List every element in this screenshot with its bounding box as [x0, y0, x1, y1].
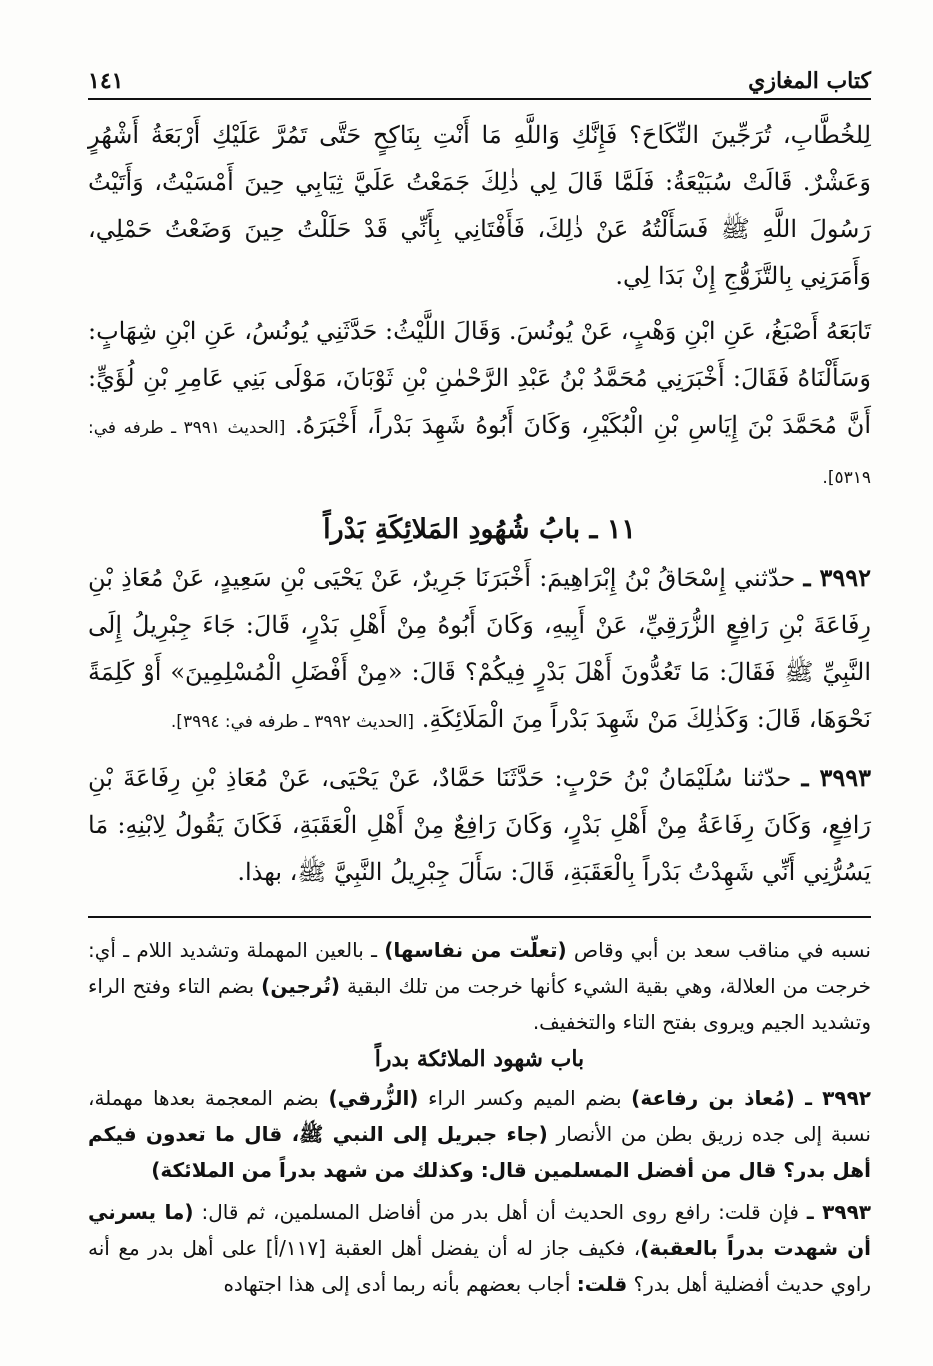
cross-reference: [الحديث ٣٩٩١ ـ طرفه في: ٥٣١٩].	[88, 418, 871, 488]
commentary-number: ٣٩٩٢ ـ	[805, 1086, 871, 1110]
hadith-3993	[88, 754, 871, 896]
hadith-number: ٣٩٩٣ ـ	[801, 763, 871, 792]
book-title: كتاب المغازي	[748, 68, 871, 94]
commentary-quote: (تعلّت من نفاسها)	[384, 938, 567, 962]
commentary-text: بضم المعجمة بعدها مهملة، نسبة إلى جده زريق بطن من الأنصار	[88, 1086, 872, 1146]
cross-reference: [الحديث ٣٩٩٢ ـ طرفه في: ٣٩٩٤].	[170, 712, 415, 732]
commentary-number: ٣٩٩٣ ـ	[806, 1200, 871, 1224]
commentary	[88, 932, 871, 1302]
commentary-heading: باب شهود الملائكة بدراً	[374, 1046, 585, 1072]
commentary-quote: قلت:	[576, 1272, 628, 1296]
page-number: ١٤١	[88, 68, 124, 94]
hadith-text: حدّثنا سُلَيْمَانُ بْنُ حَرْبٍ: حَدَّثَنَا حَمَّادٌ، عَنْ يَحْيَى، عَنْ مُعَاذِ بْنِ رِفَاعَةَ بْنِ رَافِعٍ، وَكَانَ رِفَاعَةُ مِنْ أَهْلِ بَدْرٍ، وَكَانَ رَافِعٌ مِنْ أَهْلِ الْعَقَبَةِ، فَكَانَ يَقُولُ لِابْنِهِ: مَا يَسُرُّنِي أَنِّي شَهِدْتُ بَدْراً بِالْعَقَبَةِ، قَالَ: سَأَلَ جِبْرِيلُ النَّبِيَّ ﷺ، بهذا.	[88, 764, 871, 886]
hadith-number: ٣٩٩٢ ـ	[803, 563, 872, 592]
commentary-paragraph	[88, 932, 871, 1040]
chapter-heading: ١١ ـ بابُ شُهُودِ المَلائِكَةِ بَدْراً	[323, 514, 636, 545]
commentary-quote: (ما يسرني أن شهدت بدراً بالعقبة)	[88, 1200, 871, 1260]
commentary-text: ـ بالعين المهملة وتشديد اللام ـ أي: خرجت من العلالة، وهي بقية الشيء كأنها خرجت من تلك البقية	[88, 938, 871, 998]
paragraph: لِلخُطَّابِ، تُرَجِّينَ النِّكَاحَ؟ فَإِنَّكِ وَاللَّهِ مَا أَنْتِ بِنَاكِحٍ حَتَّى تَمُرَّ عَلَيْكِ أَرْبَعَةُ أَشْهُرٍ وَعَشْرٌ. قَالَتْ سُبَيْعَةُ: فَلَمَّا قَالَ لِي ذٰلِكَ جَمَعْتُ عَلَيَّ ثِيَابِي حِينَ أَمْسَيْتُ، وَأَتَيْتُ رَسُولَ اللَّهِ ﷺ فَسَأَلْتُهُ عَنْ ذٰلِكَ، فَأَفْتَانِي بِأَنِّي قَدْ حَلَلْتُ حِينَ وَضَعْتُ حَمْلِي، وَأَمَرَنِي بِالتَّزَوُّجِ إِنْ بَدَا لِي.	[88, 121, 871, 290]
commentary-text: بضم الميم وكسر الراء	[418, 1086, 632, 1110]
commentary-text: فإن قلت: رافع روى الحديث أن أهل بدر من أفاضل المسلمين، ثم قال:	[193, 1200, 807, 1224]
commentary-text: أجاب بعضهم بأنه ربما أدى إلى هذا اجتهاده	[223, 1272, 577, 1296]
paragraph	[88, 308, 871, 502]
commentary-quote: (مُعاذ بن رفاعة)	[631, 1086, 806, 1110]
commentary-quote: (الزُّرقي)	[328, 1086, 419, 1110]
commentary-text: ، فكيف جاز له أن يفضل أهل العقبة [١١٧/أ] على أهل بدر مع أنه راوي حديث أفضلية أهل بدر؟	[88, 1236, 871, 1296]
commentary-quote: (جاء جبريل إلى النبي ﷺ، قال ما تعدون فيكم أهل بدر؟ قال من أفضل المسلمين قال: وكذلك من شهد بدراً من الملائكة)	[88, 1122, 871, 1182]
page-content	[88, 112, 871, 1308]
commentary-text: بضم التاء وفتح الراء وتشديد الجيم ويروى بفتح التاء والتخفيف.	[88, 974, 871, 1034]
hadith-3992	[88, 554, 871, 746]
commentary-quote: (تُرجين)	[261, 974, 340, 998]
hadith-text: حدّثني إِسْحَاقُ بْنُ إِبْرَاهِيمَ: أَخْبَرَنَا جَرِيرٌ، عَنْ يَحْيَى بْنِ سَعِيدٍ، عَنْ مُعَاذِ بْنِ رِفَاعَةَ بْنِ رَافِعٍ الزُّرَقِيِّ، عَنْ أَبِيهِ، وَكَانَ أَبُوهُ مِنْ أَهْلِ بَدْرٍ، قَالَ: جَاءَ جِبْرِيلُ إِلَى النَّبِيِّ ﷺ فَقَالَ: مَا تَعُدُّونَ أَهْلَ بَدْرٍ فِيكُمْ؟ قَالَ: «مِنْ أَفْضَلِ الْمُسْلِمِينَ» أَوْ كَلِمَةً نَحْوَهَا، قَالَ: وَكَذٰلِكَ مَنْ شَهِدَ بَدْراً مِنَ الْمَلَائِكَةِ.	[88, 564, 871, 733]
main-text	[88, 112, 871, 896]
commentary-paragraph	[88, 1194, 871, 1302]
page-header	[88, 58, 871, 100]
footnote-divider	[88, 916, 871, 918]
paragraph-text: تَابَعَهُ أَصْبَغُ، عَنِ ابْنِ وَهْبٍ، عَنْ يُونُسَ. وَقَالَ اللَّيْثُ: حَدَّثَنِي يُونُسُ، عَنِ ابْنِ شِهَابٍ: وَسَأَلْنَاهُ فَقَالَ: أَخْبَرَنِي مُحَمَّدُ بْنُ عَبْدِ الرَّحْمٰنِ بْنِ ثَوْبَانَ، مَوْلَى بَنِي عَامِرِ بْنِ لُؤَيٍّ: أَنَّ مُحَمَّدَ بْنَ إِيَاسِ بْنِ الْبُكَيْرِ، وَكَانَ أَبُوهُ شَهِدَ بَدْراً، أَخْبَرَهُ.	[88, 317, 871, 439]
commentary-paragraph	[88, 1080, 871, 1188]
commentary-text: نسبه في مناقب سعد بن أبي وقاص	[566, 938, 871, 962]
